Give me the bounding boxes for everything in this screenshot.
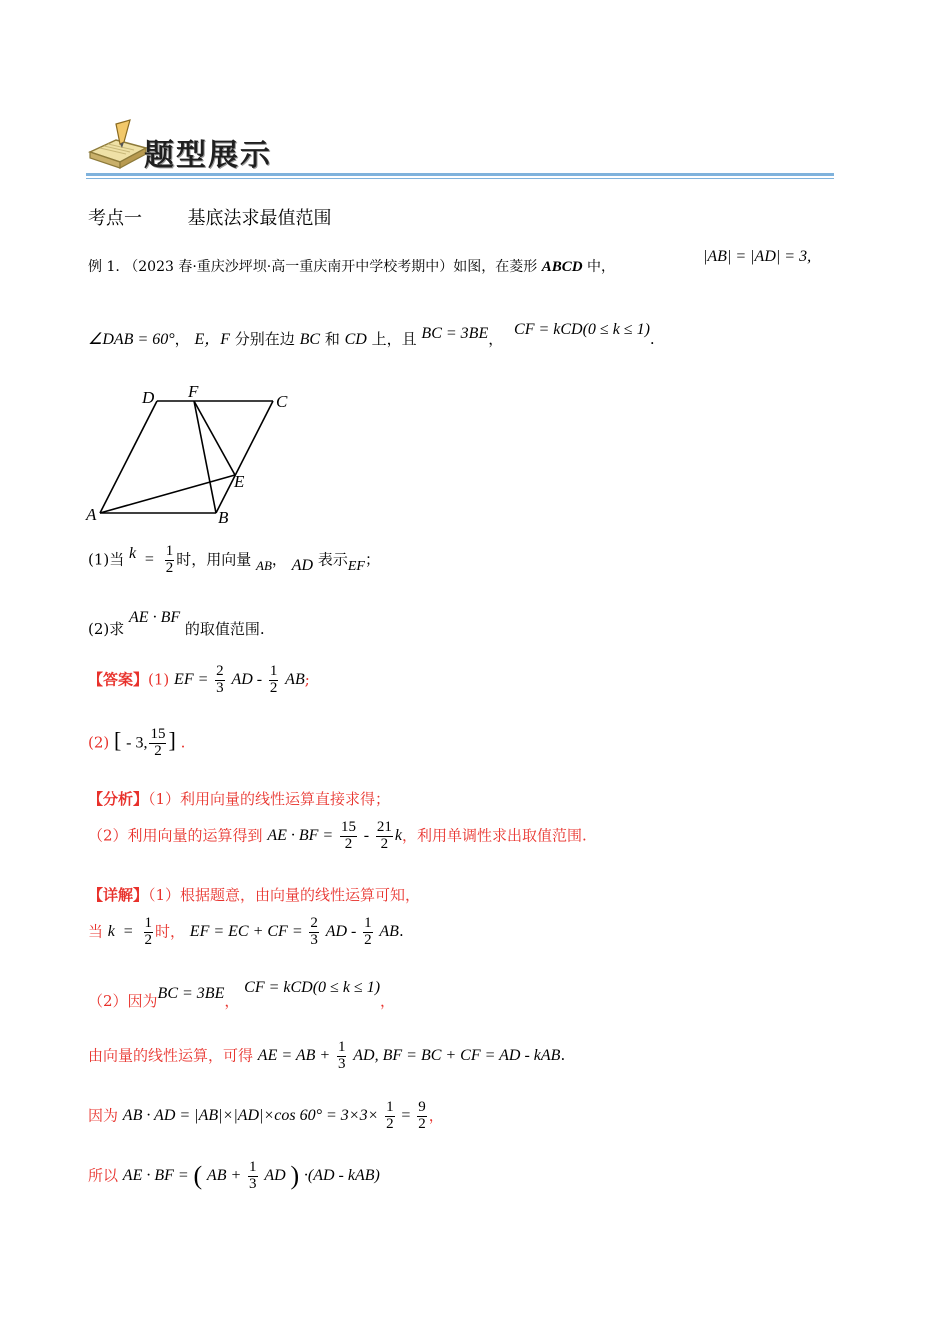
example-line-2 [88, 321, 655, 349]
label-a: A [86, 505, 97, 524]
period: . [649, 330, 655, 348]
q1-mid: 时，用向量 [176, 550, 252, 569]
comma-2: ， [488, 330, 504, 348]
question-1 [88, 544, 380, 577]
q1-eq: = [144, 551, 154, 569]
analysis-2-minus: - [363, 827, 370, 845]
header-rule [86, 173, 834, 176]
detail-3-end: ， [380, 992, 396, 1010]
detail-2-prefix: 当 [88, 922, 104, 941]
label-f: F [188, 382, 199, 401]
section-name: 基底法求最值范围 [187, 208, 332, 229]
detail-3-comma: ， [224, 992, 240, 1010]
analysis-tag: 【分析】 [88, 790, 149, 808]
detail-3-rel-1: BC = 3BE [157, 985, 225, 1002]
analysis-line-2 [88, 820, 587, 853]
detail-2-k: k [107, 923, 115, 941]
detail-3-prefix: （2）因为 [88, 992, 158, 1010]
label-d: D [142, 388, 155, 407]
answer-1-prefix: (1) [148, 670, 170, 689]
text-on: 上，且 [371, 330, 417, 348]
header-title: 题型展示 [144, 138, 272, 173]
detail-line-3 [88, 979, 396, 1010]
answer-2-frac: $\frac{15}{2}$ [150, 726, 166, 759]
question-2 [88, 606, 265, 638]
example-condition: |AB| = |AD| = 3, [703, 248, 812, 265]
detail-6-prefix: 所以 [88, 1166, 119, 1185]
q2-expr: AE · BF [129, 609, 181, 626]
analysis-2-frac-1: $\frac{15}{2}$ [341, 819, 356, 852]
q1-ef: EF [347, 559, 365, 575]
detail-2-frac: $\frac{1}{2}$ [144, 915, 152, 948]
detail-5-end: ， [428, 1106, 444, 1125]
analysis-2-k: k [394, 827, 402, 845]
analysis-line-1 [88, 788, 390, 809]
detail-6-expr-2: ·(AD - kAB) [303, 1167, 380, 1185]
detail-line-4 [88, 1040, 565, 1073]
example-after: 中， [587, 259, 616, 275]
analysis-2-frac-2: $\frac{21}{2}$ [376, 819, 392, 852]
detail-4-expr-2: AD, BF = BC + CF = AD - kAB [353, 1047, 561, 1065]
section-title [88, 204, 331, 230]
detail-2-expr: EF = EC + CF = [189, 923, 303, 941]
book-pencil-icon [86, 118, 150, 174]
points-ef: E，F [194, 331, 230, 348]
comma: ， [174, 330, 190, 348]
answer-1-frac-1: $\frac{2}{3}$ [216, 663, 224, 696]
text-and: 和 [324, 330, 340, 348]
example-name: ABCD [541, 259, 583, 275]
detail-5-prefix: 因为 [88, 1106, 119, 1125]
example-source: （2023 春·重庆沙坪坝·高一重庆南开中学校考期中）如图，在菱形 [124, 259, 538, 275]
answer-line-1 [88, 664, 310, 697]
q1-comma: ， [271, 550, 287, 569]
section-num: 考点一 [88, 208, 142, 229]
detail-2-frac-1: $\frac{2}{3}$ [310, 915, 318, 948]
relation-bc-be: BC = 3BE [421, 325, 489, 342]
side-cd: CD [344, 331, 367, 348]
detail-line-1 [88, 884, 420, 905]
answer-1-lhs: EF = [174, 671, 209, 689]
answer-1-semicolon: ; [304, 670, 310, 689]
answer-1-end: AB [285, 671, 305, 689]
q2-suffix: 的取值范围. [184, 620, 265, 638]
segment-fe [194, 401, 235, 475]
relation-cf-cd: CF = kCD(0 ≤ k ≤ 1) [514, 321, 650, 338]
detail-4-prefix: 由向量的线性运算，可得 [88, 1046, 254, 1065]
q1-ad: AD [291, 557, 314, 575]
q1-ab: AB [256, 558, 272, 574]
detail-2-eq: = [123, 923, 133, 941]
analysis-2-prefix: （2）利用向量的运算得到 [88, 826, 263, 845]
edge-da [100, 401, 157, 513]
detail-4-end: . [560, 1046, 566, 1065]
detail-5-eq: = [401, 1107, 411, 1125]
detail-4-frac: $\frac{1}{3}$ [337, 1039, 346, 1072]
answer-1-mid: AD - [231, 671, 263, 689]
detail-2-mid: 时， [155, 922, 186, 941]
analysis-text-1: （1）利用向量的线性运算直接求得； [148, 790, 391, 808]
analysis-2-suffix: ，利用单调性求出取值范围. [402, 826, 587, 845]
detail-6-paren-1: AB + [206, 1167, 242, 1185]
analysis-2-expr: AE · BF = [267, 827, 334, 845]
text-on-sides: 分别在边 [234, 330, 295, 348]
answer-1-frac-2: $\frac{1}{2}$ [269, 663, 278, 696]
detail-line-6: 所以 AE · BF = ( AB + $\frac{1}{3}$ AD ) ·(AD - kAB) [88, 1159, 380, 1192]
label-b: B [218, 508, 229, 527]
answer-2-prefix: (2) [88, 733, 110, 752]
detail-2-end: . [398, 922, 404, 941]
answer-tag: 【答案】 [88, 670, 149, 689]
detail-text-1: （1）根据题意，由向量的线性运算可知， [148, 886, 421, 904]
example-label: 例 1. [88, 259, 120, 275]
detail-line-5 [88, 1100, 444, 1133]
label-e: E [234, 472, 245, 491]
rhombus-figure [80, 380, 310, 530]
label-c: C [276, 392, 288, 411]
detail-3-rel-2: CF = kCD(0 ≤ k ≤ 1) [244, 979, 381, 996]
angle-condition: ∠DAB = 60° [88, 331, 175, 348]
detail-5-frac-1: $\frac{1}{2}$ [386, 1099, 394, 1132]
detail-4-expr-1: AE = AB + [257, 1047, 331, 1065]
answer-2-end: . [180, 733, 186, 752]
detail-2-ad: AD - [325, 923, 357, 941]
detail-2-frac-2: $\frac{1}{2}$ [364, 915, 372, 948]
q1-show: 表示 [317, 550, 348, 569]
header-rule-thin [86, 178, 834, 179]
detail-6-ad: AD [264, 1167, 286, 1185]
q1-k: k [129, 545, 137, 563]
q1-end: ； [364, 550, 380, 569]
answer-2-left: - 3, [126, 734, 148, 752]
segment-fb [194, 401, 216, 513]
answer-line-2: (2) [ - 3, $\frac{15}{2}$ ] . [88, 726, 186, 759]
detail-tag: 【详解】 [88, 886, 149, 904]
detail-line-2 [88, 916, 404, 949]
q1-prefix: (1)当 [88, 550, 125, 569]
detail-6-frac: $\frac{1}{3}$ [249, 1159, 257, 1192]
example-line-1 [88, 256, 615, 276]
detail-5-expr: AB · AD = |AB|×|AD|×cos 60° = 3×3× [122, 1107, 379, 1125]
q1-fraction: $\frac{1}{2}$ [165, 543, 174, 576]
detail-2-ab: AB [379, 923, 399, 941]
side-bc: BC [299, 331, 321, 348]
q2-prefix: (2)求 [88, 620, 125, 638]
detail-5-frac-2: $\frac{9}{2}$ [418, 1099, 426, 1132]
detail-6-expr-1: AE · BF = [122, 1167, 189, 1185]
